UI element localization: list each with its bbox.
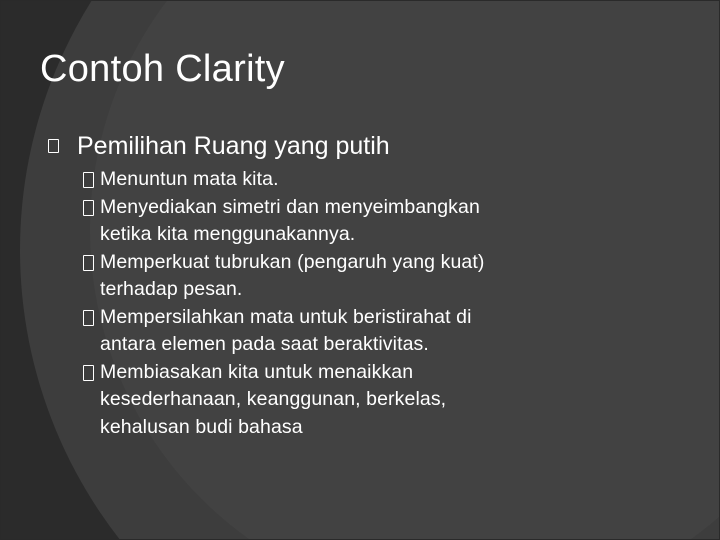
list-item-text: Memperkuat tubrukan (pengaruh yang kuat) terhadap pesan. bbox=[100, 250, 485, 300]
missing-glyph-box-icon bbox=[83, 172, 94, 188]
list-item bbox=[83, 304, 603, 359]
missing-glyph-box-icon bbox=[83, 365, 94, 381]
list-item-text: Mempersilahkan mata untuk beristirahat di antara elemen pada saat beraktivitas. bbox=[100, 305, 472, 355]
missing-glyph-box-icon bbox=[83, 310, 94, 326]
list-item-text: Membiasakan kita untuk menaikkan kesederhanaan, keanggunan, berkelas, kehalusan budi bahasa bbox=[100, 360, 447, 438]
list-item-text: Menuntun mata kita. bbox=[100, 168, 279, 190]
sub-bullet-list bbox=[83, 166, 603, 441]
list-item-text: Menyediakan simetri dan menyeimbangkan ketika kita menggunakannya. bbox=[100, 195, 480, 245]
main-bullet bbox=[48, 130, 390, 162]
list-item bbox=[83, 249, 603, 304]
list-item bbox=[83, 194, 603, 249]
missing-glyph-box-icon bbox=[83, 200, 94, 216]
list-item bbox=[83, 166, 603, 194]
slide-title: Contoh Clarity bbox=[40, 48, 285, 90]
missing-glyph-box-icon bbox=[48, 139, 59, 153]
missing-glyph-box-icon bbox=[83, 255, 94, 271]
list-item bbox=[83, 359, 603, 442]
main-bullet-text: Pemilihan Ruang yang putih bbox=[77, 132, 390, 160]
